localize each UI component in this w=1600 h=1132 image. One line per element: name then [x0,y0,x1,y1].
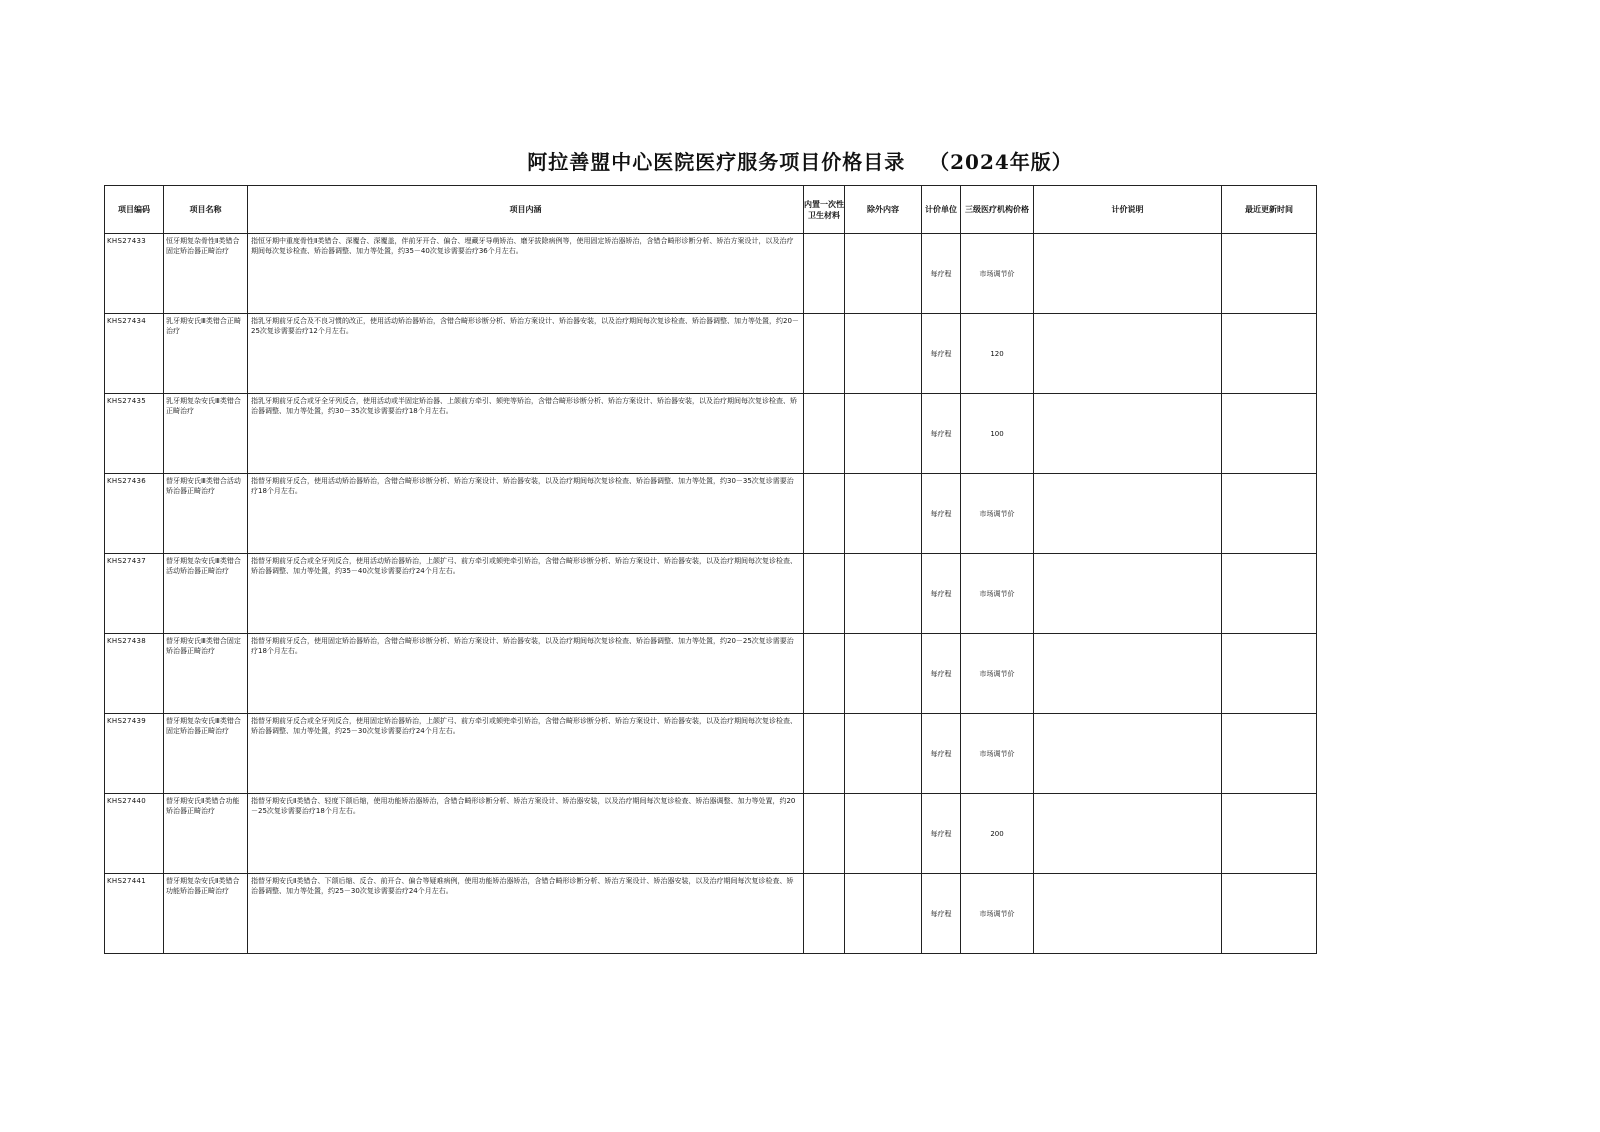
cell-content: 指替牙期安氏Ⅱ类错合、下颌后缩、反合、前开合、偏合等疑难病例，使用功能矫治器矫治，含错合畸形诊断分析、矫治方案设计、矫治器安装，以及治疗期间每次复诊检查、矫治器调整、加力等处置，约25－30次复诊需要治疗24个月左右。 [248,874,804,954]
cell-price: 200 [961,794,1034,874]
cell-name: 乳牙期安氏Ⅲ类错合正畸治疗 [164,314,248,394]
cell-content: 指恒牙期中重度骨性Ⅱ类错合、深覆合、深覆盖，伴前牙开合、偏合、埋藏牙导萌矫治、磨牙拔除病例等，使用固定矫治器矫治，含错合畸形诊断分析、矫治方案设计，以及治疗期间每次复诊检查、矫治器调整、加力等处置，约35－40次复诊需要治疗36个月左右。 [248,234,804,314]
document-title: 阿拉善盟中心医院医疗服务项目价格目录 （2024年版） [527,150,1073,174]
cell-note [1034,794,1222,874]
cell-unit: 每疗程 [922,474,961,554]
cell-code: KHS27433 [105,234,164,314]
cell-content: 指替牙期安氏Ⅱ类错合、轻度下颌后缩，使用功能矫治器矫治，含错合畸形诊断分析、矫治方案设计、矫治器安装，以及治疗期间每次复诊检查、矫治器调整、加力等处置，约20－25次复诊需要治疗18个月左右。 [248,794,804,874]
cell-name: 替牙期复杂安氏Ⅲ类错合固定矫治器正畸治疗 [164,714,248,794]
cell-note [1034,874,1222,954]
cell-name: 乳牙期复杂安氏Ⅲ类错合正畸治疗 [164,394,248,474]
cell-disposable [804,394,845,474]
cell-code: KHS27440 [105,794,164,874]
table-row [105,554,1317,634]
cell-price: 市场调节价 [961,474,1034,554]
cell-name: 替牙期安氏Ⅱ类错合功能矫治器正畸治疗 [164,794,248,874]
cell-name: 替牙期复杂安氏Ⅱ类错合功能矫治器正畸治疗 [164,874,248,954]
cell-exclusion [845,394,922,474]
header-code: 项目编码 [105,186,164,234]
cell-note [1034,314,1222,394]
cell-disposable [804,634,845,714]
table-row [105,714,1317,794]
cell-exclusion [845,634,922,714]
cell-name: 替牙期复杂安氏Ⅲ类错合活动矫治器正畸治疗 [164,554,248,634]
cell-exclusion [845,554,922,634]
header-content: 项目内涵 [248,186,804,234]
cell-exclusion [845,874,922,954]
cell-updated [1222,874,1317,954]
cell-note [1034,394,1222,474]
cell-updated [1222,634,1317,714]
cell-note [1034,234,1222,314]
cell-exclusion [845,314,922,394]
cell-disposable [804,554,845,634]
cell-content: 指替牙期前牙反合，使用活动矫治器矫治，含错合畸形诊断分析、矫治方案设计、矫治器安装，以及治疗期间每次复诊检查、矫治器调整、加力等处置，约30－35次复诊需要治疗18个月左右。 [248,474,804,554]
cell-note [1034,634,1222,714]
header-name: 项目名称 [164,186,248,234]
header-price: 三级医疗机构价格 [961,186,1034,234]
table-header-row [105,186,1317,234]
cell-content: 指替牙期前牙反合，使用固定矫治器矫治，含错合畸形诊断分析、矫治方案设计、矫治器安装，以及治疗期间每次复诊检查、矫治器调整、加力等处置，约20－25次复诊需要治疗18个月左右。 [248,634,804,714]
cell-disposable [804,314,845,394]
cell-exclusion [845,794,922,874]
cell-unit: 每疗程 [922,394,961,474]
cell-price: 120 [961,314,1034,394]
cell-unit: 每疗程 [922,714,961,794]
cell-note [1034,474,1222,554]
cell-name: 替牙期安氏Ⅲ类错合固定矫治器正畸治疗 [164,634,248,714]
cell-content: 指替牙期前牙反合或全牙列反合，使用活动矫治器矫治，上颌扩弓、前方牵引或颏兜牵引矫治，含错合畸形诊断分析、矫治方案设计、矫治器安装，以及治疗期间每次复诊检查、矫治器调整、加力等处置，约35－40次复诊需要治疗24个月左右。 [248,554,804,634]
cell-exclusion [845,234,922,314]
cell-price: 市场调节价 [961,234,1034,314]
cell-updated [1222,474,1317,554]
table-row [105,394,1317,474]
cell-price: 100 [961,394,1034,474]
cell-content: 指乳牙期前牙反合或牙全牙列反合，使用活动或半固定矫治器、上颌前方牵引、颏兜等矫治，含错合畸形诊断分析、矫治方案设计、矫治器安装，以及治疗期间每次复诊检查、矫治器调整、加力等处置，约30－35次复诊需要治疗18个月左右。 [248,394,804,474]
cell-disposable [804,474,845,554]
header-updated: 最近更新时间 [1222,186,1317,234]
table-row [105,794,1317,874]
cell-unit: 每疗程 [922,234,961,314]
table-row [105,474,1317,554]
cell-unit: 每疗程 [922,794,961,874]
cell-price: 市场调节价 [961,634,1034,714]
table-row [105,874,1317,954]
header-unit: 计价单位 [922,186,961,234]
cell-updated [1222,714,1317,794]
table-row [105,234,1317,314]
table-row [105,314,1317,394]
cell-price: 市场调节价 [961,874,1034,954]
header-disposable-materials: 内置一次性卫生材料 [804,186,845,234]
cell-code: KHS27438 [105,634,164,714]
cell-note [1034,554,1222,634]
cell-code: KHS27436 [105,474,164,554]
cell-code: KHS27435 [105,394,164,474]
cell-price: 市场调节价 [961,554,1034,634]
cell-updated [1222,794,1317,874]
cell-price: 市场调节价 [961,714,1034,794]
cell-updated [1222,234,1317,314]
cell-disposable [804,874,845,954]
cell-name: 替牙期安氏Ⅲ类错合活动矫治器正畸治疗 [164,474,248,554]
cell-note [1034,714,1222,794]
cell-unit: 每疗程 [922,634,961,714]
header-exclusion: 除外内容 [845,186,922,234]
cell-code: KHS27434 [105,314,164,394]
cell-code: KHS27437 [105,554,164,634]
cell-content: 指替牙期前牙反合或全牙列反合，使用固定矫治器矫治，上颌扩弓、前方牵引或颏兜牵引矫治，含错合畸形诊断分析、矫治方案设计、矫治器安装，以及治疗期间每次复诊检查、矫治器调整、加力等处置，约25－30次复诊需要治疗24个月左右。 [248,714,804,794]
cell-unit: 每疗程 [922,314,961,394]
cell-updated [1222,554,1317,634]
header-note: 计价说明 [1034,186,1222,234]
cell-disposable [804,714,845,794]
cell-code: KHS27441 [105,874,164,954]
cell-disposable [804,234,845,314]
price-table [104,185,1317,954]
cell-content: 指乳牙期前牙反合及不良习惯的改正，使用活动矫治器矫治，含错合畸形诊断分析、矫治方案设计、矫治器安装，以及治疗期间每次复诊检查、矫治器调整、加力等处置，约20－25次复诊需要治疗12个月左右。 [248,314,804,394]
cell-exclusion [845,714,922,794]
cell-unit: 每疗程 [922,554,961,634]
cell-code: KHS27439 [105,714,164,794]
cell-exclusion [845,474,922,554]
cell-updated [1222,314,1317,394]
table-row [105,634,1317,714]
cell-unit: 每疗程 [922,874,961,954]
cell-updated [1222,394,1317,474]
cell-disposable [804,794,845,874]
cell-name: 恒牙期复杂骨性Ⅱ类错合固定矫治器正畸治疗 [164,234,248,314]
